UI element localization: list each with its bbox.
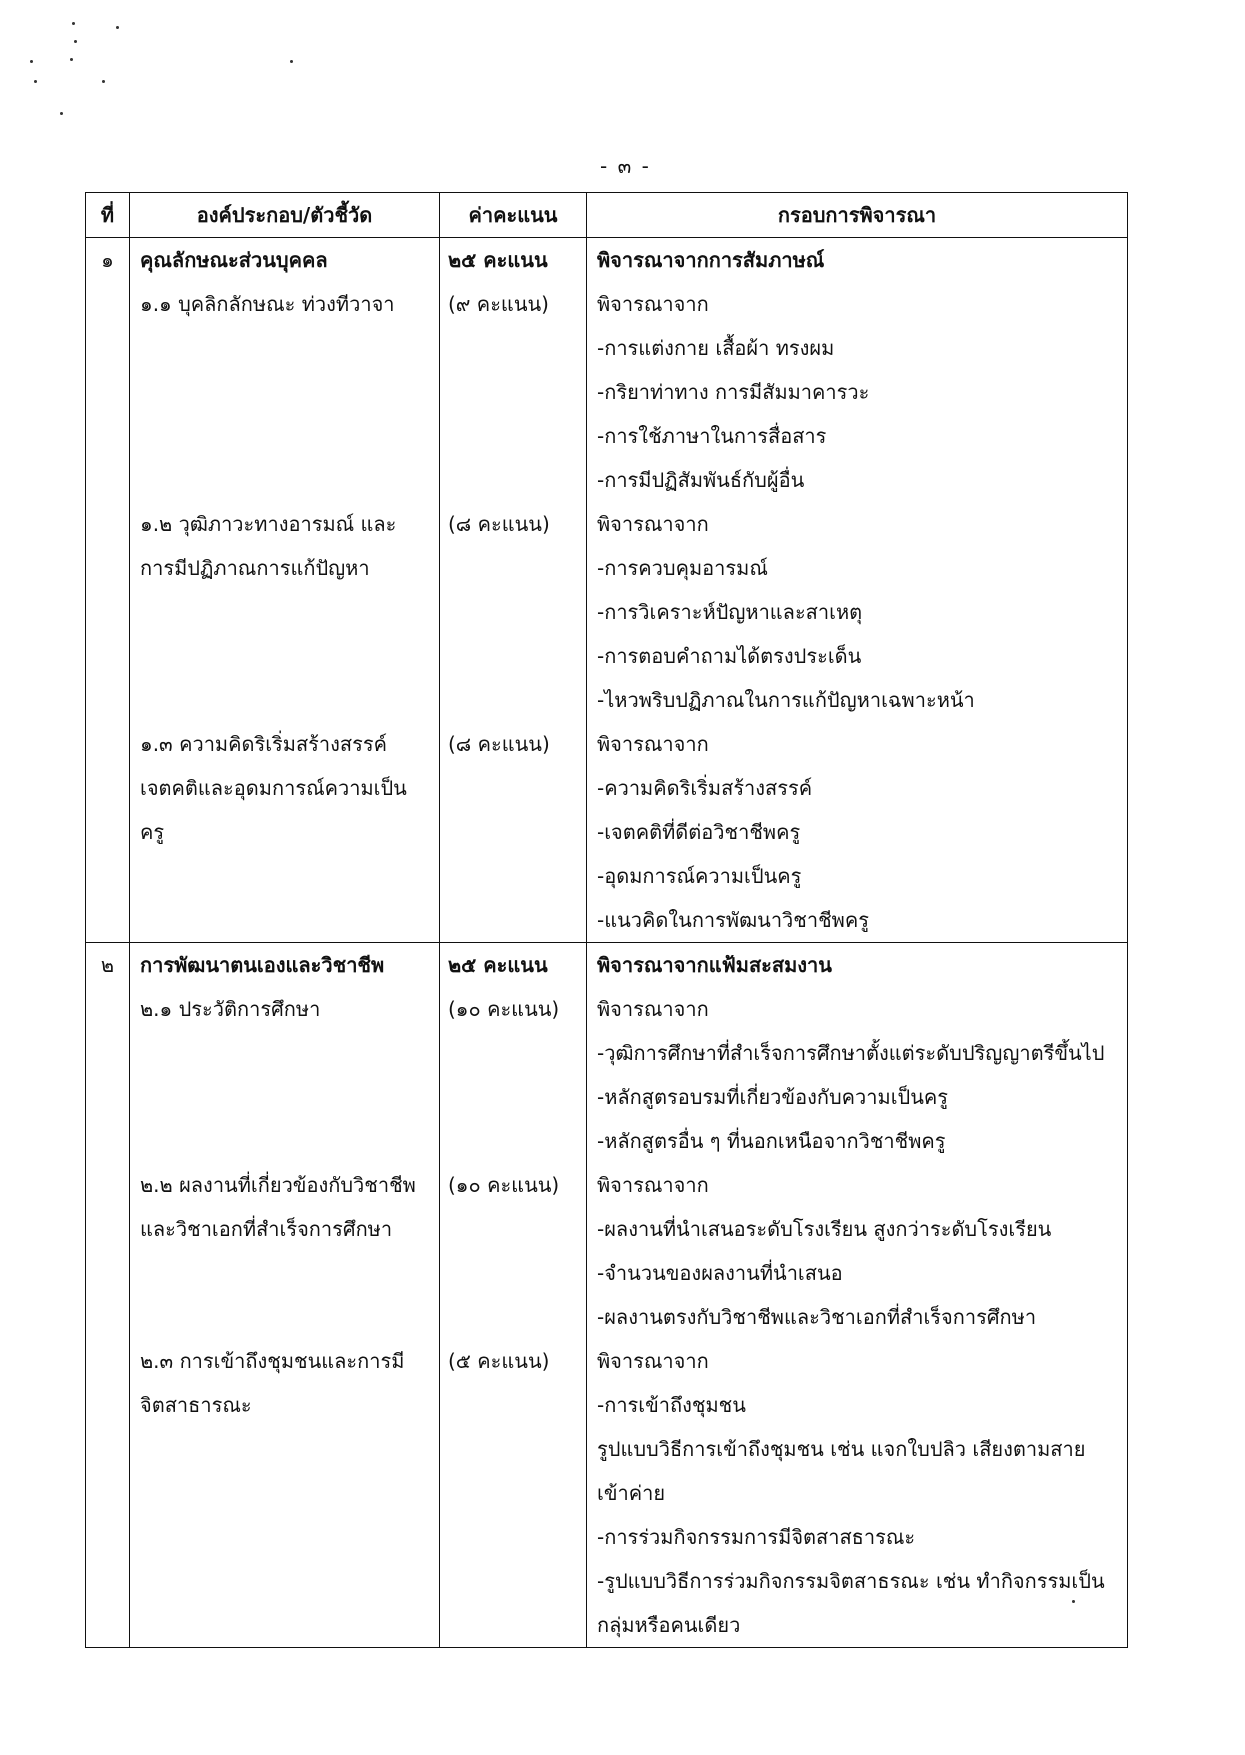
item-label: ๒.๓ การเข้าถึงชุมชนและการมี <box>140 1349 405 1373</box>
item-score: (๑๐ คะแนน) <box>448 1173 560 1197</box>
criteria-line: พิจารณาจาก <box>597 1173 709 1197</box>
item-score: (๕ คะแนน) <box>448 1349 550 1373</box>
criteria-line: เข้าค่าย <box>597 1481 666 1505</box>
criteria-line: -กริยาท่าทาง การมีสัมมาคารวะ <box>597 380 870 404</box>
criteria-line: พิจารณาจาก <box>597 1349 709 1373</box>
scan-speck <box>74 40 77 43</box>
component-cell <box>130 943 440 1648</box>
header-component: องค์ประกอบ/ตัวชี้วัด <box>130 193 440 238</box>
item-label: และวิชาเอกที่สำเร็จการศึกษา <box>140 1217 393 1241</box>
item-label: ๒.๒ ผลงานที่เกี่ยวข้องกับวิชาชีพ <box>140 1173 416 1197</box>
criteria-cell <box>587 943 1128 1648</box>
criteria-line: พิจารณาจาก <box>597 292 709 316</box>
item-score: (๑๐ คะแนน) <box>448 997 560 1021</box>
criteria-cell <box>587 238 1128 943</box>
criteria-line: กลุ่มหรือคนเดียว <box>597 1613 741 1637</box>
scan-speck <box>102 80 105 83</box>
score-cell <box>440 238 587 943</box>
item-label: ๒.๑ ประวัติการศึกษา <box>140 997 321 1021</box>
criteria-line: -การใช้ภาษาในการสื่อสาร <box>597 424 827 448</box>
criteria-line: พิจารณาจาก <box>597 997 709 1021</box>
item-label: ๑.๒ วุฒิภาวะทางอารมณ์ และ <box>140 512 397 536</box>
table-row <box>86 943 1128 1648</box>
scan-speck <box>34 80 37 83</box>
scan-speck <box>72 22 75 25</box>
section-number-text: ๑ <box>101 248 114 272</box>
section-number <box>86 238 130 943</box>
item-score: (๘ คะแนน) <box>448 512 550 536</box>
item-score: (๘ คะแนน) <box>448 732 550 756</box>
criteria-line: -ผลงานตรงกับวิชาชีพและวิชาเอกที่สำเร็จการศึกษา <box>597 1305 1037 1329</box>
criteria-title: พิจารณาจากแฟ้มสะสมงาน <box>597 953 832 977</box>
page-number: - ๓ - <box>600 154 651 178</box>
criteria-line: พิจารณาจาก <box>597 732 709 756</box>
criteria-line: -รูปแบบวิธีการร่วมกิจกรรมจิตสาธรณะ เช่น ทำกิจกรรมเป็น <box>597 1569 1105 1593</box>
item-label: จิตสาธารณะ <box>140 1393 252 1417</box>
criteria-line: -วุฒิการศึกษาที่สำเร็จการศึกษาตั้งแต่ระดับปริญญาตรีขึ้นไป <box>597 1041 1105 1065</box>
criteria-line: -การมีปฏิสัมพันธ์กับผู้อื่น <box>597 468 805 492</box>
section-score: ๒๕ คะแนน <box>448 248 548 272</box>
scan-speck <box>290 60 293 63</box>
item-label: การมีปฏิภาณการแก้ปัญหา <box>140 556 370 580</box>
section-number <box>86 943 130 1648</box>
criteria-line: รูปแบบวิธีการเข้าถึงชุมชน เช่น แจกใบปลิว เสียงตามสาย <box>597 1437 1086 1461</box>
criteria-line: -จำนวนของผลงานที่นำเสนอ <box>597 1261 843 1285</box>
criteria-line: -ไหวพริบปฏิภาณในการแก้ปัญหาเฉพาะหน้า <box>597 688 975 712</box>
scan-speck <box>60 112 63 115</box>
section-number-text: ๒ <box>100 953 115 977</box>
scan-speck <box>70 58 73 61</box>
scan-speck <box>116 26 119 29</box>
criteria-line: พิจารณาจาก <box>597 512 709 536</box>
criteria-line: -การร่วมกิจกรรมการมีจิตสาสธารณะ <box>597 1525 916 1549</box>
criteria-line: -การวิเคราะห์ปัญหาและสาเหตุ <box>597 600 863 624</box>
criteria-line: -เจตคติที่ดีต่อวิชาชีพครู <box>597 820 801 844</box>
item-label: เจตคติและอุดมการณ์ความเป็น <box>140 776 407 800</box>
criteria-line: -ความคิดริเริ่มสร้างสรรค์ <box>597 776 813 800</box>
criteria-line: -หลักสูตรอบรมที่เกี่ยวข้องกับความเป็นครู <box>597 1085 949 1109</box>
criteria-line: -ผลงานที่นำเสนอระดับโรงเรียน สูงกว่าระดับโรงเรียน <box>597 1217 1052 1241</box>
header-score: ค่าคะแนน <box>440 193 587 238</box>
criteria-title: พิจารณาจากการสัมภาษณ์ <box>597 248 825 272</box>
criteria-line: -การเข้าถึงชุมชน <box>597 1393 746 1417</box>
section-title: การพัฒนาตนเองและวิชาชีพ <box>140 953 385 977</box>
header-no: ที่ <box>86 193 130 238</box>
score-cell <box>440 943 587 1648</box>
criteria-line: -การตอบคำถามได้ตรงประเด็น <box>597 644 862 668</box>
table-row <box>86 238 1128 943</box>
item-label: ๑.๓ ความคิดริเริ่มสร้างสรรค์ <box>140 732 387 756</box>
item-label: ครู <box>140 820 165 844</box>
criteria-line: -การควบคุมอารมณ์ <box>597 556 768 580</box>
section-score: ๒๕ คะแนน <box>448 953 548 977</box>
item-score: (๙ คะแนน) <box>448 292 549 316</box>
evaluation-table <box>85 192 1128 1648</box>
component-cell <box>130 238 440 943</box>
criteria-line: -แนวคิดในการพัฒนาวิชาชีพครู <box>597 908 869 932</box>
header-criteria: กรอบการพิจารณา <box>587 193 1128 238</box>
scan-speck <box>30 60 33 63</box>
criteria-line: -การแต่งกาย เสื้อผ้า ทรงผม <box>597 336 835 360</box>
table-header-row <box>86 193 1128 238</box>
criteria-line: -หลักสูตรอื่น ๆ ที่นอกเหนือจากวิชาชีพครู <box>597 1129 946 1153</box>
criteria-line: -อุดมการณ์ความเป็นครู <box>597 864 802 888</box>
item-label: ๑.๑ บุคลิกลักษณะ ท่วงทีวาจา <box>140 292 395 316</box>
section-title: คุณลักษณะส่วนบุคคล <box>140 248 328 272</box>
